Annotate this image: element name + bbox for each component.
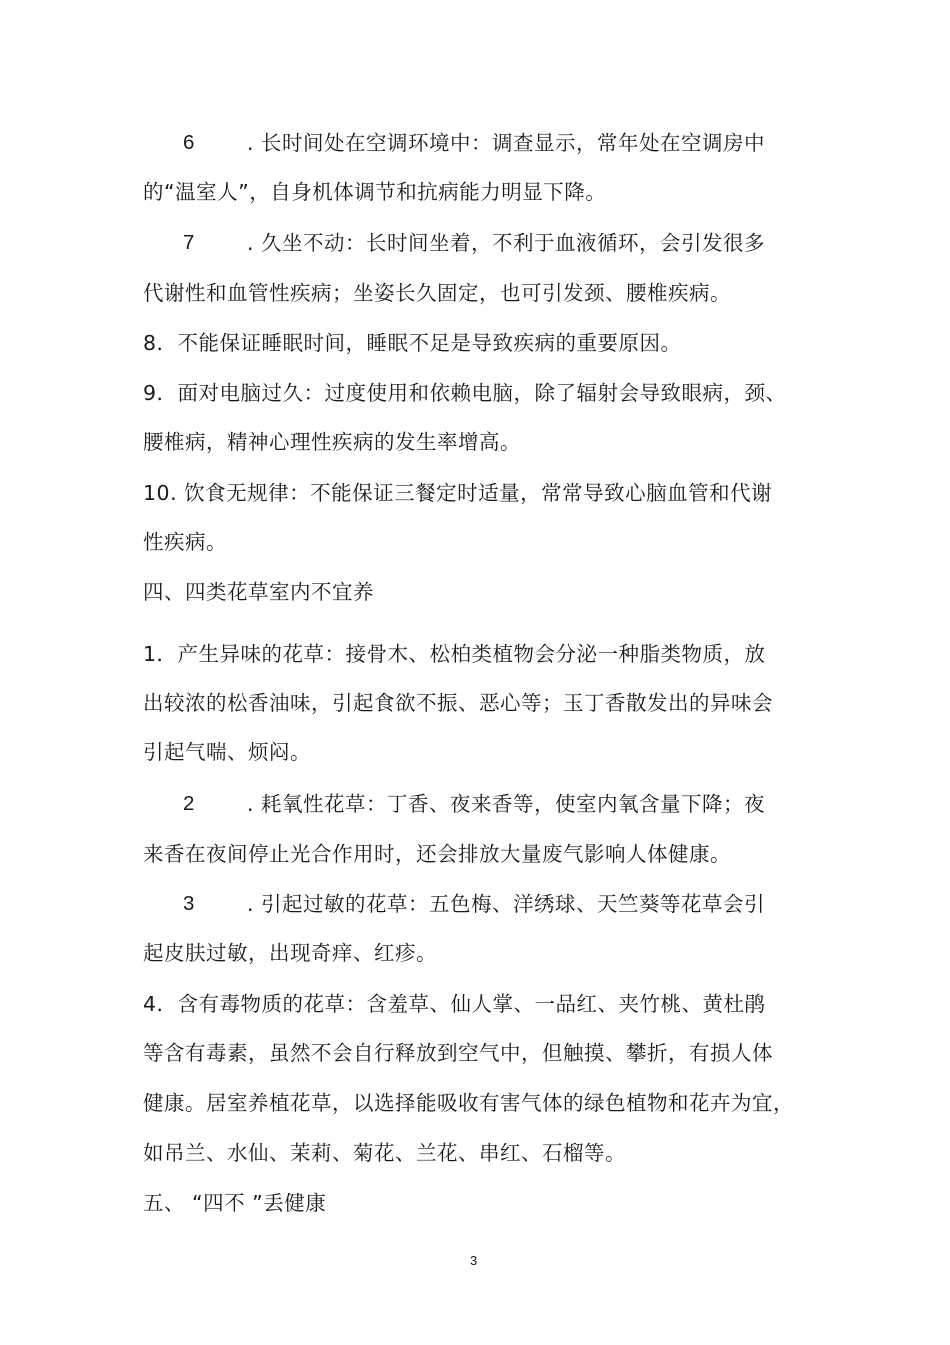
flower-4-line-1: 4．含有毒物质的花草：含羞草、仙人掌、一品红、夹竹桃、黄杜鹃	[143, 992, 766, 1016]
item-7-number: 7	[183, 231, 195, 254]
section-4-heading: 四、四类花草室内不宜养	[143, 580, 374, 604]
item-9-line-1: 9．面对电脑过久：过度使用和依赖电脑，除了辐射会导致眼病，颈、	[143, 381, 787, 405]
section-5-heading: 五、 “四不 ”丢健康	[143, 1191, 327, 1215]
item-6-number: 6	[183, 131, 195, 154]
item-9-line-2: 腰椎病，精神心理性疾病的发生率增高。	[143, 430, 521, 454]
flower-1-line-2: 出较浓的松香油味，引起食欲不振、恶心等；玉丁香散发出的异味会	[143, 691, 773, 715]
flower-4-line-2: 等含有毒素，虽然不会自行释放到空气中，但触摸、攀折，有损人体	[143, 1041, 773, 1065]
item-10-line-2: 性疾病。	[143, 530, 227, 554]
item-6-line-1: . 长时间处在空调环境中：调查显示，常年处在空调房中	[247, 131, 766, 155]
item-10-line-1: 10. 饮食无规律：不能保证三餐定时适量，常常导致心脑血管和代谢	[143, 481, 773, 505]
flower-2-line-1: . 耗氧性花草：丁香、夜来香等，使室内氧含量下降；夜	[247, 792, 766, 816]
item-8: 8．不能保证睡眠时间，睡眠不足是导致疾病的重要原因。	[143, 331, 682, 355]
flower-1-line-1: 1．产生异味的花草：接骨木、松柏类植物会分泌一种脂类物质，放	[143, 642, 766, 666]
flower-3-line-1: . 引起过敏的花草：五色梅、洋绣球、天竺葵等花草会引	[247, 892, 766, 916]
flower-3-line-2: 起皮肤过敏，出现奇痒、红疹。	[143, 941, 437, 965]
page-number: 3	[470, 1253, 478, 1268]
flower-4-line-4: 如吊兰、水仙、茉莉、菊花、兰花、串红、石榴等。	[143, 1141, 626, 1165]
flower-1-line-3: 引起气喘、烦闷。	[143, 740, 311, 764]
flower-2-line-2: 来香在夜间停止光合作用时，还会排放大量废气影响人体健康。	[143, 842, 731, 866]
flower-4-line-3: 健康。居室养植花草，以选择能吸收有害气体的绿色植物和花卉为宜，	[143, 1091, 794, 1115]
item-7-line-1: . 久坐不动：长时间坐着，不利于血液循环，会引发很多	[247, 231, 766, 255]
item-7-line-2: 代谢性和血管性疾病；坐姿长久固定，也可引发颈、腰椎疾病。	[143, 281, 731, 305]
flower-2-number: 2	[183, 792, 195, 815]
item-6-line-2: 的“温室人”，自身机体调节和抗病能力明显下降。	[143, 180, 607, 204]
flower-3-number: 3	[183, 892, 195, 915]
